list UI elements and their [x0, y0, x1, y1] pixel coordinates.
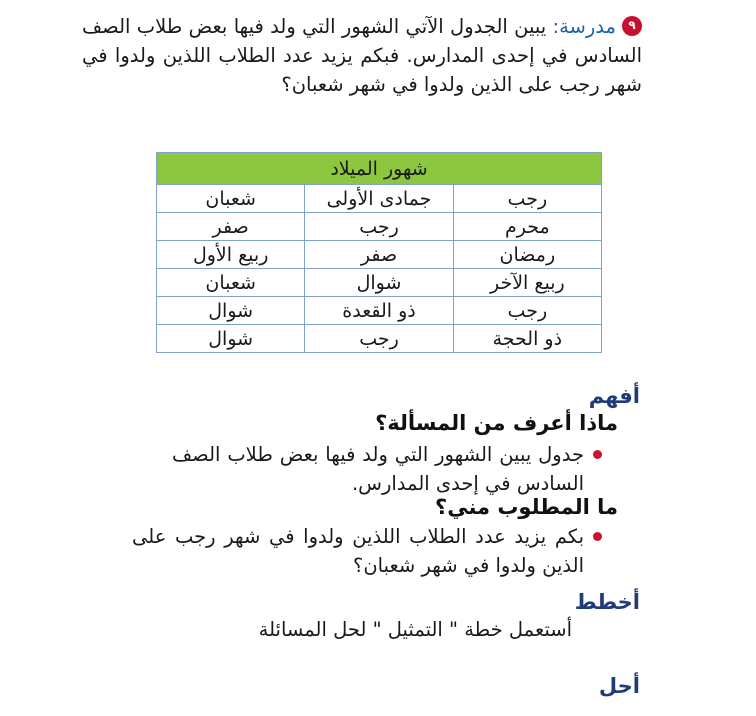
- table-cell: جمادى الأولى: [305, 185, 453, 213]
- table-cell: رجب: [453, 185, 601, 213]
- table-row: [157, 213, 602, 241]
- question-what-is-required: ما المطلوب مني؟: [435, 495, 618, 519]
- understand-heading: أفهم: [588, 384, 640, 408]
- table-cell: رجب: [453, 297, 601, 325]
- problem-number-badge: ٩: [622, 16, 642, 36]
- table-cell: ذو القعدة: [305, 297, 453, 325]
- question-what-do-i-know: ماذا أعرف من المسألة؟: [375, 411, 618, 435]
- table-cell: رجب: [305, 325, 453, 353]
- table-cell: رمضان: [453, 241, 601, 269]
- birth-months-table: [156, 152, 602, 353]
- table-header: شهور الميلاد: [157, 153, 602, 185]
- plan-text: أستعمل خطة " التمثيل " لحل المسائلة: [258, 618, 572, 641]
- table-cell: شوال: [305, 269, 453, 297]
- table-row: [157, 297, 602, 325]
- table-cell: ذو الحجة: [453, 325, 601, 353]
- answer-what-do-i-know: جدول يبين الشهور التي ولد فيها بعض طلاب الصف السادس في إحدى المدارس.: [172, 443, 584, 495]
- table-cell: شوال: [157, 325, 305, 353]
- table-cell: شعبان: [157, 269, 305, 297]
- table-row: [157, 185, 602, 213]
- table-cell: رجب: [305, 213, 453, 241]
- problem-text: يبين الجدول الآتي الشهور التي ولد فيها بعض طلاب الصف السادس في إحدى المدارس. فبكم يزيد عدد الطلاب اللذين ولدوا في شهر رجب على الذين ولدوا في شهر شعبان؟: [82, 15, 642, 96]
- bullet-icon: [593, 532, 602, 541]
- solve-heading: أحل: [598, 674, 640, 698]
- table-row: [157, 325, 602, 353]
- table-cell: صفر: [305, 241, 453, 269]
- table-cell: ربيع الأول: [157, 241, 305, 269]
- answer-what-is-required: بكم يزيد عدد الطلاب اللذين ولدوا في شهر رجب على الذين ولدوا في شهر شعبان؟: [132, 525, 584, 577]
- table-cell: شعبان: [157, 185, 305, 213]
- problem-statement: [82, 12, 642, 99]
- plan-heading: أخطط: [574, 590, 640, 614]
- table-cell: شوال: [157, 297, 305, 325]
- table-row: [157, 241, 602, 269]
- list-item: [172, 440, 584, 498]
- bullet-icon: [593, 450, 602, 459]
- problem-topic: مدرسة:: [552, 15, 616, 38]
- list-item: [132, 522, 584, 580]
- table-cell: محرم: [453, 213, 601, 241]
- table-row: [157, 269, 602, 297]
- table-cell: ربيع الآخر: [453, 269, 601, 297]
- table-cell: صفر: [157, 213, 305, 241]
